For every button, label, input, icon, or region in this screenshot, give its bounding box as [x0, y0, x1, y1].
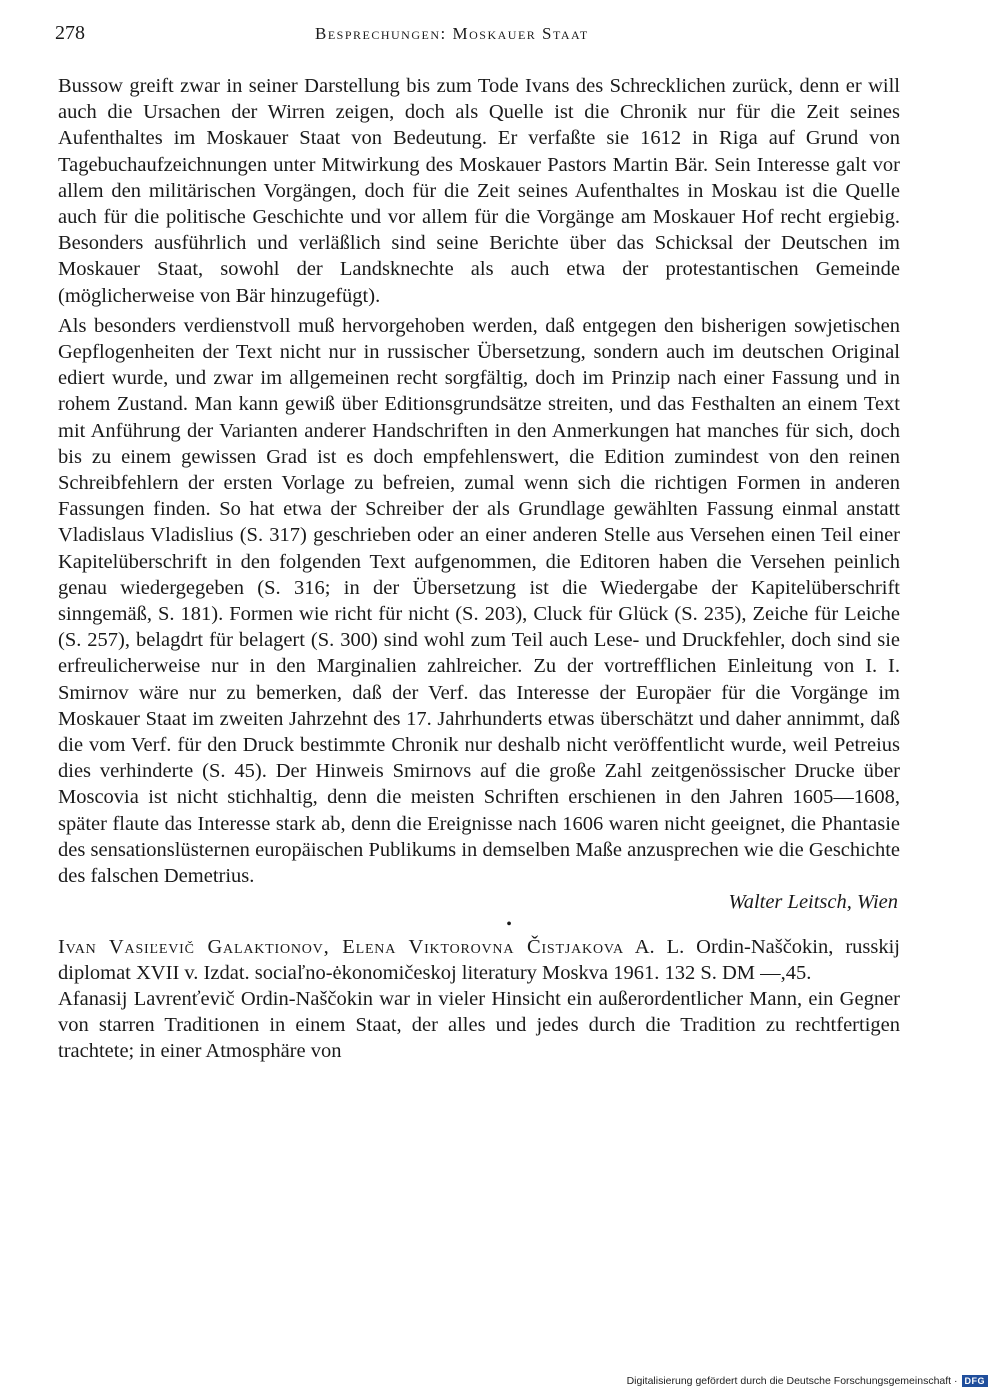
review-paragraph: Afanasij Lavrenťevič Ordin-Naščokin war in vieler Hinsicht ein außerordentlicher Mann, ein Gegner von starren Traditionen in einem Staat, der alles und jedes durch die Tradition zu rechtfertigen trachtete; in einer Atmosphäre von — [58, 987, 900, 1063]
digitization-footer — [627, 1375, 988, 1387]
book-citation — [58, 934, 900, 986]
footer-text: Digitalisierung gefördert durch die Deutsche Forschungsgemeinschaft · — [626, 1375, 958, 1387]
dfg-logo: DFG — [962, 1375, 989, 1387]
running-title: Besprechungen: Moskauer Staat — [315, 24, 589, 43]
page-number: 278 — [55, 22, 85, 44]
citation-authors: Ivan Vasiľevič Galaktionov, Elena Viktorovna Čistjakova — [58, 935, 624, 958]
page-header — [55, 22, 902, 50]
separator-dot: • — [506, 915, 512, 933]
citation-details: A. L. Ordin-Naščokin, russkij diplomat XVII v. Izdat. sociaľno-ėkonomičeskoj literatury Moskva 1961. 132 S. DM —,45. — [58, 935, 900, 984]
page-body — [58, 73, 900, 1065]
reviewer-signature: Walter Leitsch, Wien — [728, 891, 898, 914]
paragraph-2: Als besonders verdienstvoll muß hervorgehoben werden, daß entgegen den bisherigen sowjetischen Gepflogenheiten der Text nicht nur in russischer Übersetzung, sondern auch im deutschen Original ediert wurde, und zwar im allgemeinen recht sorgfältig, doch im Prinzip nach einer Fassung und in rohem Zustand. Man kann gewiß über Editionsgrundsätze streiten, und das Festhalten an einem Text mit Anführung der Varianten anderer Handschriften in den Anmerkungen hat manches für sich, doch bis zu einem gewissen Grad ist es doch empfehlenswert, die Edition zumindest von den reinen Schreibfehlern der ersten Vorlage zu befreien, zumal wenn sich die richtigen Formen in anderen Fassungen finden. So hat etwa der Schreiber der als Grundlage gewählten Fassung einmal anstatt Vladislaus Vladislius (S. 317) geschrieben oder an einer anderen Stelle aus Versehen einen Teil einer Kapitelüberschrift in den folgenden Text aufgenommen, die Editoren haben die Versehen peinlich genau wiedergegeben (S. 316; in der Übersetzung ist die Wiedergabe der Kapitelüberschrift sinngemäß, S. 181). Formen wie richt für nicht (S. 203), Cluck für Glück (S. 235), Zeiche für Leiche (S. 257), belagdrt für belagert (S. 300) sind wohl zum Teil auch Lese- und Druckfehler, doch sind sie erfreulicherweise nur in den Marginalien zahlreicher. Zu der vortrefflichen Einleitung von I. I. Smirnov wäre nur zu bemerken, daß der Verf. das Interesse der Europäer für die Vorgänge im Moskauer Staat im zweiten Jahrzehnt des 17. Jahrhunderts etwas überschätzt und daher annimmt, daß die vom Verf. für den Druck bestimmte Chronik nur deshalb nicht veröffentlicht wurde, weil Petreius dies verhinderte (S. 45). Der Hinweis Smirnovs auf die große Zahl zeitgenössischer Drucke über Moscovia ist nicht stichhaltig, denn die meisten Schriften erschienen in den Jahren 1605—1608, später flaute das Interesse stark ab, denn die Ereignisse nach 1606 waren nicht geeignet, die Phantasie des sensationslüsternen europäischen Publikums in demselben Maße anzusprechen wie die Geschichte des falschen Demetrius. — [58, 314, 900, 888]
paragraph-1: Bussow greift zwar in seiner Darstellung bis zum Tode Ivans des Schrecklichen zurück, denn er will auch die Ursachen der Wirren zeigen, doch als Quelle ist die Chronik nur für die Zeit seines Aufenthaltes im Moskauer Staat von Bedeutung. Er verfaßte sie 1612 in Riga auf Grund von Tagebuchaufzeichnungen unter Mitwirkung des Moskauer Pastors Martin Bär. Sein Interesse galt vor allem den militärischen Vorgängen, doch für die Zeit seines Aufenthaltes in Moskau ist die Quelle auch für die politische Geschichte und vor allem für die Vorgänge am Moskauer Hof recht ergiebig. Besonders ausführlich und verläßlich sind seine Berichte über das Schicksal der Deutschen im Moskauer Staat, sowohl der Landsknechte als auch etwa der protestantischen Gemeinde (möglicherweise von Bär hinzugefügt). — [58, 75, 900, 307]
